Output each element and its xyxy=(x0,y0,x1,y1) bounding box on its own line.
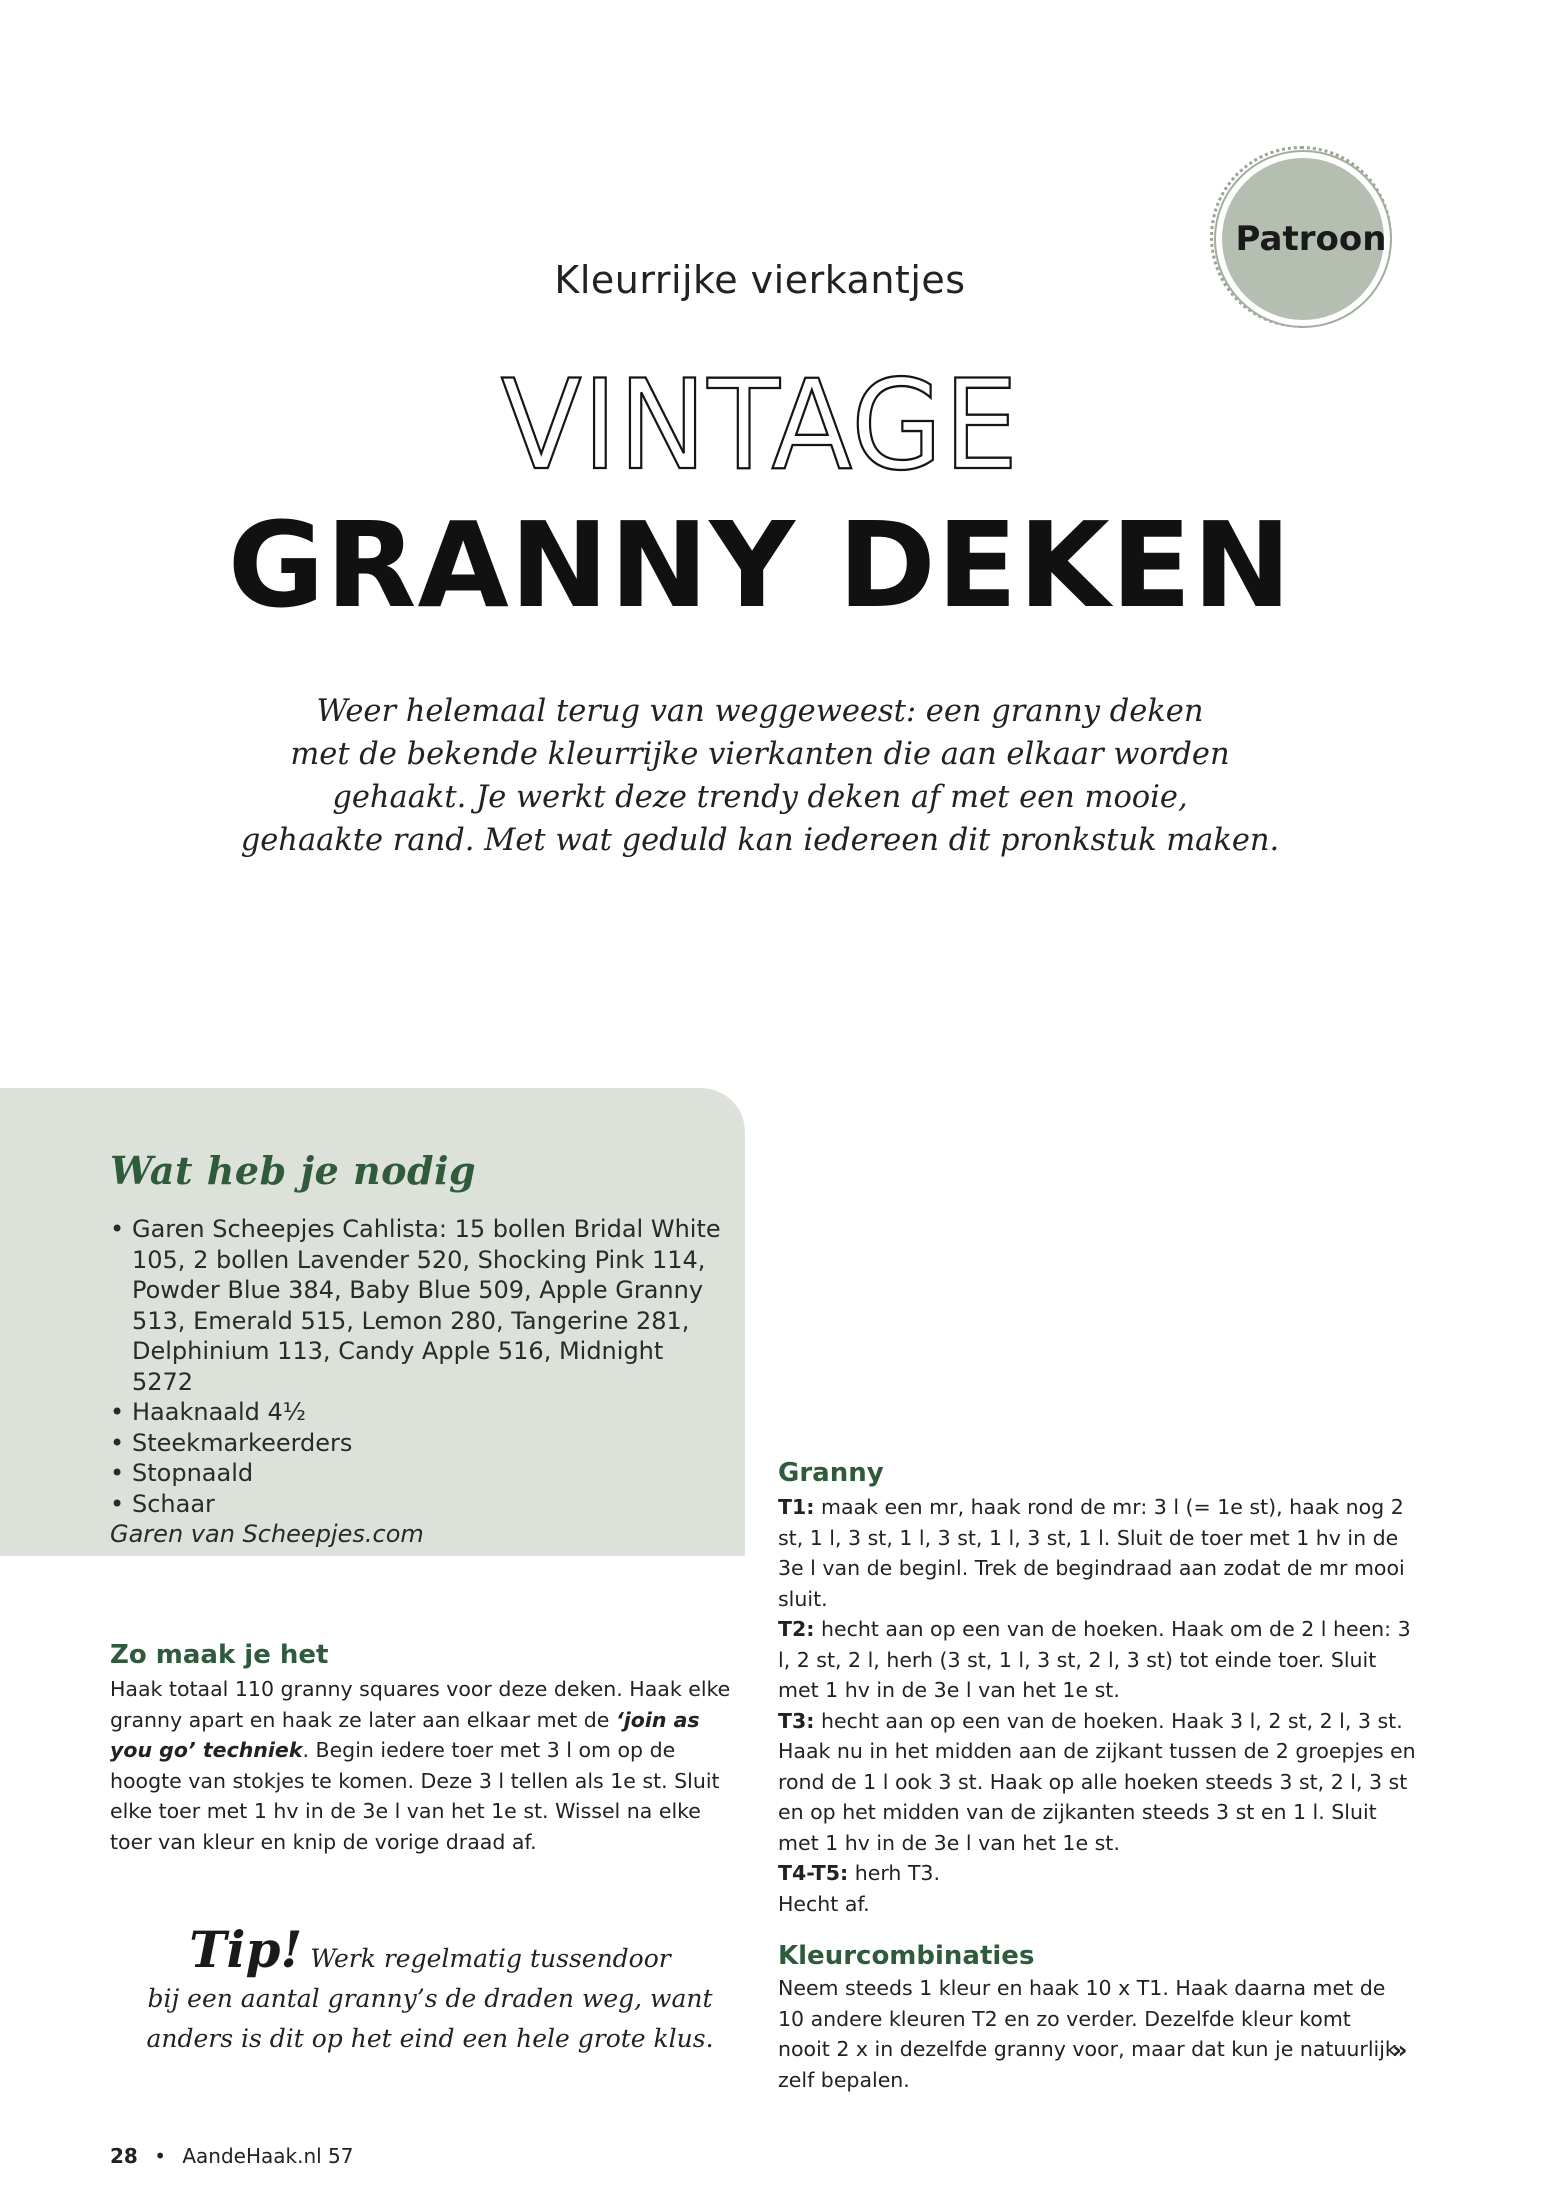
granny-section xyxy=(778,1458,1418,2095)
intro-line: met de bekende kleurrijke vierkanten die aan elkaar worden xyxy=(290,737,1230,772)
howto-section xyxy=(110,1640,745,1857)
tip-line2: bij een aantal granny’s de draden weg, want xyxy=(147,1984,713,2013)
materials-item: • Schaar xyxy=(110,1489,730,1520)
howto-text xyxy=(110,1674,745,1857)
tip-line1-text: Werk regelmatig tussendoor xyxy=(310,1944,671,1973)
intro-text xyxy=(200,690,1320,862)
tip-line3: anders is dit op het eind een hele grote klus. xyxy=(146,2024,714,2053)
round-label: T1: xyxy=(778,1495,815,1519)
badge-label: Patroon xyxy=(1235,219,1387,259)
granny-end: Hecht af. xyxy=(778,1891,870,1916)
page-footer xyxy=(110,2144,354,2168)
subtitle: Kleurrijke vierkantjes xyxy=(554,258,966,302)
round-label: T2: xyxy=(778,1617,815,1641)
materials-list xyxy=(110,1214,730,1550)
materials-source: Garen van Scheepjes.com xyxy=(110,1520,424,1548)
howto-title: Zo maak je het xyxy=(110,1640,329,1670)
page-number: 28 xyxy=(110,2144,138,2168)
granny-instructions xyxy=(778,1492,1418,1919)
howto-technique: ‘join as you go’ techniek xyxy=(110,1707,700,1762)
continue-arrow-icon: » xyxy=(1392,2036,1408,2064)
granny-round xyxy=(778,1614,1418,1706)
tip-label: Tip! xyxy=(189,1920,303,1979)
title-line1-text: VINTAGE xyxy=(500,352,1020,498)
round-label: T3: xyxy=(778,1708,815,1733)
materials-item: • Garen Scheepjes Cahlista: 15 bollen Bridal White 105, 2 bollen Lavender 520, Shocking Pink 114, Powder Blue 384, Baby Blue 509, Apple Granny 513, Emerald 515, Lemon 280, Tangerine 281, Delphinium 113, Candy Apple 516, Midnight 5272 xyxy=(110,1214,730,1397)
howto-text-part: . Begin iedere toer met 3 l om op de hoogte van stokjes te komen. Deze 3 l tellen als 1e st. Sluit elke toer met 1 hv in de 3e l van het 1e st. Wissel na elke toer van kleur en knip de vorige draad af. xyxy=(110,1738,720,1854)
round-text: hecht aan op een van de hoeken. Haak 3 l, 2 st, 2 l, 3 st. Haak nu in het midden aan de zijkant tussen de 2 groepjes en rond de 1 l ook 3 st. Haak op alle hoeken steeds 3 st, 2 l, 3 st en op het midden van de zijkanten steeds 3 st en 1 l. Sluit met 1 hv in de 3e l van het 1e st. xyxy=(778,1708,1416,1855)
granny-round xyxy=(778,1858,1418,1889)
title-line2: GRANNY DEKEN xyxy=(227,496,1293,634)
intro-line: gehaakte rand. Met wat geduld kan iedereen dit pronkstuk maken. xyxy=(240,823,1280,858)
round-text: maak een mr, haak rond de mr: 3 l (= 1e st), haak nog 2 st, 1 l, 3 st, 1 l, 3 st, 1 l, 3 st, 1 l. Sluit de toer met 1 hv in de 3e l van de beginl. Trek de begindraad aan zodat de mr mooi sluit. xyxy=(778,1495,1405,1611)
round-text: hecht aan op een van de hoeken. Haak om de 2 l heen: 3 l, 2 st, 2 l, herh (3 st, 1 l, 3 st, 2 l, 3 st) tot einde toer. Sluit met 1 hv in de 3e l van het 1e st. xyxy=(778,1617,1411,1702)
intro-line: gehaakt. Je werkt deze trendy deken af met een mooie, xyxy=(332,780,1188,815)
colors-title: Kleurcombinaties xyxy=(778,1941,1035,1971)
granny-round xyxy=(778,1492,1418,1614)
granny-title: Granny xyxy=(778,1458,884,1488)
materials-title: Wat heb je nodig xyxy=(110,1148,477,1193)
colors-text: Neem steeds 1 kleur en haak 10 x T1. Haak daarna met de 10 andere kleuren T2 en zo verder. Dezelfde kleur komt nooit 2 x in dezelfde granny voor, maar dat kun je natuurlijk zelf bepalen. xyxy=(778,1976,1397,2092)
title-line1 xyxy=(0,352,1520,498)
granny-round xyxy=(778,1706,1418,1859)
pattern-badge xyxy=(1222,158,1387,320)
tip-block xyxy=(120,1920,740,2059)
materials-item: • Stopnaald xyxy=(110,1458,730,1489)
magazine-name: AandeHaak.nl 57 xyxy=(182,2144,354,2168)
materials-item: • Steekmarkeerders xyxy=(110,1428,730,1459)
materials-item: • Haaknaald 4½ xyxy=(110,1397,730,1428)
round-label: T4-T5: xyxy=(778,1861,849,1885)
howto-text-part: Haak totaal 110 granny squares voor deze deken. Haak elke granny apart en haak ze later aan elkaar met de xyxy=(110,1677,731,1732)
footer-separator: • xyxy=(154,2144,166,2168)
intro-line: Weer helemaal terug van weggeweest: een granny deken xyxy=(316,694,1204,729)
round-text: herh T3. xyxy=(848,1861,940,1885)
tip-line1 xyxy=(120,1920,740,1979)
